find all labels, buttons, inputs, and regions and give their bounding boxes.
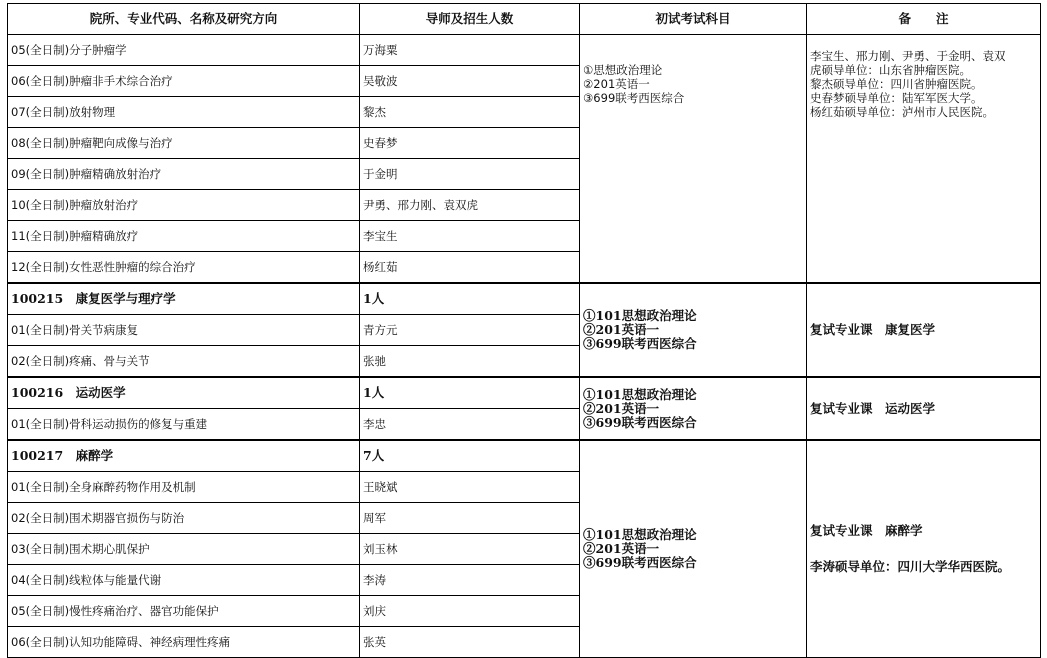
major-row: [8, 440, 1041, 472]
note-line: 黎杰硕导单位：四川省肿瘤医院。: [810, 77, 983, 91]
major-code-name: 100216 运动医学: [8, 377, 360, 409]
major-row: [8, 283, 1041, 315]
admissions-table: [7, 3, 1041, 658]
exam-subject: ③699联考西医综合: [583, 414, 697, 430]
exam-subject: ③699联考西医综合: [583, 336, 697, 351]
direction-cell: 01(全日制)全身麻醉药物作用及机制: [8, 472, 360, 503]
direction-cell: 02(全日制)疼痛、骨与关节: [8, 346, 360, 378]
direction-cell: 11(全日制)肿瘤精确放疗: [8, 221, 360, 252]
exam-subject: ①思想政治理论: [583, 63, 663, 77]
tutor-cell: 张英: [360, 627, 580, 658]
note-line: 复试专业课 运动医学: [810, 400, 936, 416]
direction-cell: 01(全日制)骨关节病康复: [8, 315, 360, 346]
direction-cell: 06(全日制)认知功能障碍、神经病理性疼痛: [8, 627, 360, 658]
exam-subject: ②201英语一: [583, 400, 660, 416]
exam-subject: ①101思想政治理论: [583, 386, 697, 402]
direction-cell: 07(全日制)放射物理: [8, 97, 360, 128]
header-tutor: 导师及招生人数: [360, 4, 580, 35]
enrollment-count: 1人: [360, 377, 580, 409]
direction-cell: 05(全日制)分子肿瘤学: [8, 35, 360, 66]
tutor-cell: 张驰: [360, 346, 580, 378]
header-direction: 院所、专业代码、名称及研究方向: [8, 4, 360, 35]
exam-subject: ②201英语一: [583, 541, 660, 556]
direction-cell: 02(全日制)围术期器官损伤与防治: [8, 503, 360, 534]
note-line: 杨红茹硕导单位：泸州市人民医院。: [810, 105, 994, 119]
header-exam: 初试考试科目: [580, 4, 807, 35]
direction-cell: 08(全日制)肿瘤靶向成像与治疗: [8, 128, 360, 159]
direction-cell: 01(全日制)骨科运动损伤的修复与重建: [8, 409, 360, 441]
direction-cell: 04(全日制)线粒体与能量代谢: [8, 565, 360, 596]
exam-subject: ②201英语一: [583, 322, 660, 337]
table-row: [8, 35, 1041, 66]
exam-subjects-cell: [580, 283, 807, 377]
note-cell: [807, 440, 1041, 658]
note-cell: [807, 283, 1041, 377]
major-code-name: 100215 康复医学与理疗学: [8, 283, 360, 315]
tutor-cell: 王晓斌: [360, 472, 580, 503]
note-cell: [807, 35, 1041, 284]
tutor-cell: 李宝生: [360, 221, 580, 252]
header-note: 备 注: [807, 4, 1041, 35]
major-row: [8, 377, 1041, 409]
note-line: 史春梦硕导单位：陆军军医大学。: [810, 91, 983, 105]
tutor-cell: 杨红茹: [360, 252, 580, 284]
enrollment-count: 1人: [360, 283, 580, 315]
note-line: 李宝生、邢力刚、尹勇、于金明、袁双: [810, 49, 1006, 63]
exam-subjects-cell: [580, 440, 807, 658]
tutor-cell: 李涛: [360, 565, 580, 596]
note-line: 复试专业课 麻醉学: [810, 523, 923, 538]
tutor-cell: 李忠: [360, 409, 580, 441]
exam-subject: ①101思想政治理论: [583, 308, 697, 323]
note-spacer: [810, 538, 1037, 560]
tutor-cell: 黎杰: [360, 97, 580, 128]
exam-subject: ③699联考西医综合: [583, 555, 697, 570]
exam-subjects-cell: [580, 35, 807, 284]
tutor-cell: 青方元: [360, 315, 580, 346]
tutor-cell: 尹勇、邢力刚、袁双虎: [360, 190, 580, 221]
tutor-cell: 刘玉林: [360, 534, 580, 565]
direction-cell: 06(全日制)肿瘤非手术综合治疗: [8, 66, 360, 97]
direction-cell: 09(全日制)肿瘤精确放射治疗: [8, 159, 360, 190]
major-code-name: 100217 麻醉学: [8, 440, 360, 472]
exam-subject: ②201英语一: [583, 77, 650, 91]
exam-subjects-cell: [580, 377, 807, 440]
direction-cell: 03(全日制)围术期心肌保护: [8, 534, 360, 565]
header-row: [8, 4, 1041, 35]
direction-cell: 12(全日制)女性恶性肿瘤的综合治疗: [8, 252, 360, 284]
note-line: 复试专业课 康复医学: [810, 322, 936, 337]
enrollment-count: 7人: [360, 440, 580, 472]
note-line: 虎硕导单位：山东省肿瘤医院。: [810, 63, 971, 77]
exam-subject: ③699联考西医综合: [583, 91, 685, 105]
direction-cell: 05(全日制)慢性疼痛治疗、器官功能保护: [8, 596, 360, 627]
tutor-cell: 于金明: [360, 159, 580, 190]
tutor-cell: 史春梦: [360, 128, 580, 159]
note-line: 李涛硕导单位：四川大学华西医院。: [810, 559, 1011, 574]
tutor-cell: 周军: [360, 503, 580, 534]
direction-cell: 10(全日制)肿瘤放射治疗: [8, 190, 360, 221]
note-cell: [807, 377, 1041, 440]
tutor-cell: 吴敬波: [360, 66, 580, 97]
tutor-cell: 刘庆: [360, 596, 580, 627]
exam-subject: ①101思想政治理论: [583, 527, 697, 542]
tutor-cell: 万海粟: [360, 35, 580, 66]
